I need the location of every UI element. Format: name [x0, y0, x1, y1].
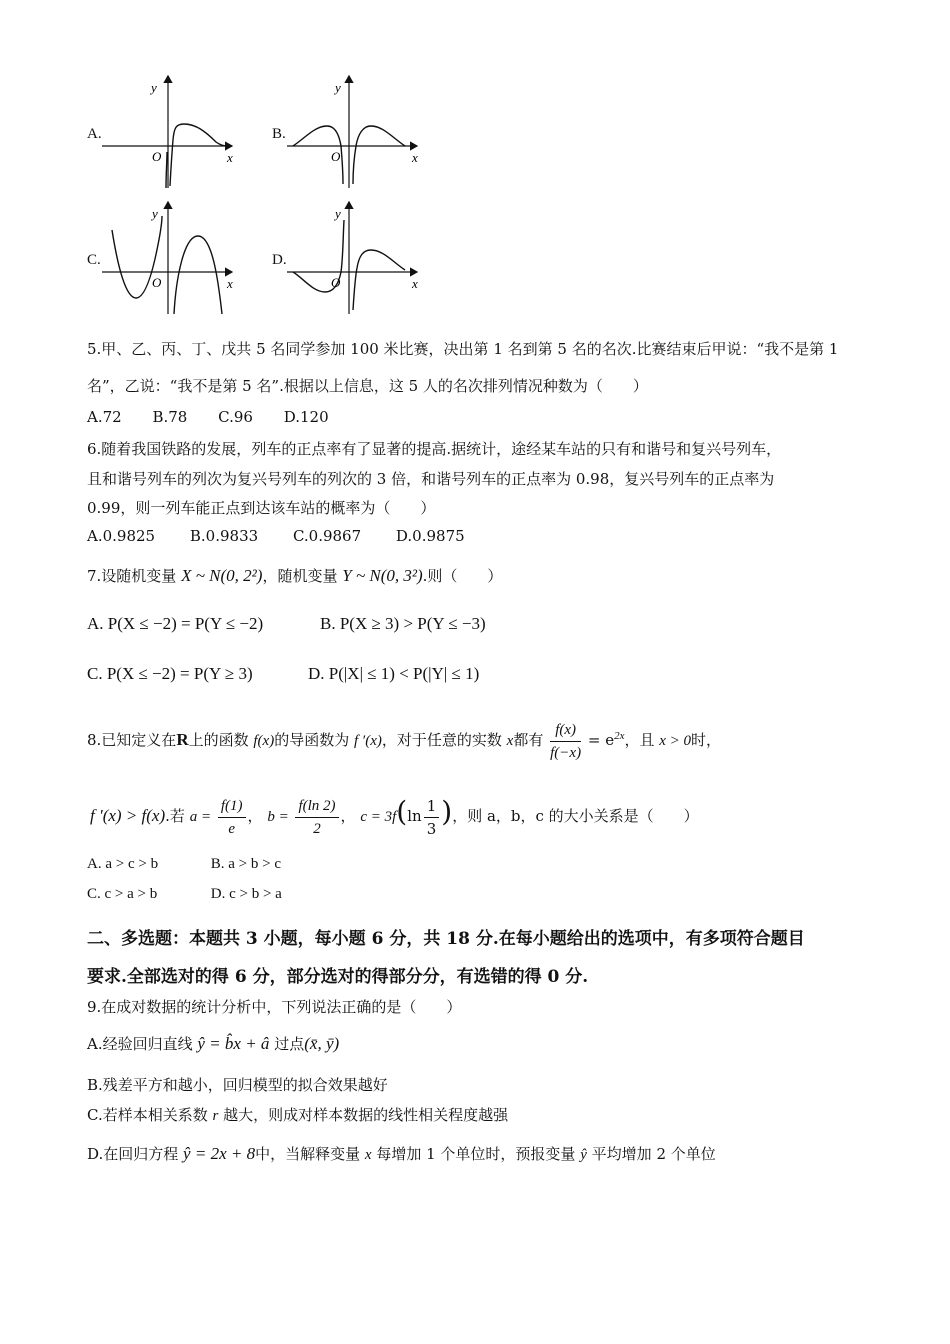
- q9-d-mid2: 每增加 1 个单位时，预报变量: [376, 1145, 576, 1163]
- q7-option-c[interactable]: C. P(X ≤ −2) = P(Y ≥ 3): [87, 664, 253, 683]
- q8-fx: f(x): [253, 733, 275, 749]
- q9-c-r: r: [212, 1108, 219, 1124]
- q8-a-num: f(1): [218, 795, 246, 818]
- graph-d-y-label: y: [335, 206, 341, 221]
- graph-a: [100, 72, 240, 192]
- q5-option-b[interactable]: B.78: [152, 408, 188, 426]
- q6-option-b[interactable]: B.0.9833: [189, 527, 259, 545]
- q7-option-d[interactable]: D. P(|X| ≤ 1) < P(|Y| ≤ 1): [308, 664, 480, 683]
- q7-x-dist: X ~ N(0, 2²): [181, 566, 263, 585]
- q8-comma1: ，: [247, 807, 263, 825]
- q9-a-mid: 过点: [274, 1035, 305, 1053]
- q5-option-a[interactable]: A.72: [87, 408, 122, 426]
- q7-stem: [87, 565, 502, 586]
- q8-ratio-fraction: [550, 719, 581, 764]
- q8-option-a[interactable]: A. a > c > b: [87, 856, 159, 872]
- q5-option-d[interactable]: D.120: [283, 408, 329, 426]
- option-b-label: B.: [272, 126, 286, 142]
- q8-part5: 都有: [513, 731, 544, 749]
- q8-line2: f ′(x) > f(x).若 a = $\frac{f(1)}{e}$ ， b = $\frac{f(\ln 2)}{2}$ ， c = 3f(ln $\frac{1}{3}$ )，则 a，b，c 的大小关系是（ ）: [90, 795, 699, 838]
- q8-a-eq: a =: [189, 809, 212, 825]
- q6-option-c[interactable]: C.0.9867: [292, 527, 362, 545]
- q8-line1: [87, 712, 721, 765]
- q9-d-prefix: D.在回归方程: [87, 1145, 179, 1163]
- q8-part1: 8.已知定义在: [87, 731, 177, 749]
- q9-d-y: ŷ: [580, 1147, 587, 1163]
- q9-c-suffix: 越大，则成对样本数据的线性相关程度越强: [223, 1106, 509, 1124]
- q8-part3: 的导函数为: [274, 731, 350, 749]
- q8-x: x: [506, 733, 514, 749]
- q8-ruo: .若: [165, 807, 185, 825]
- q8-part7: 时，: [691, 731, 722, 749]
- q8-derivative-cond: f ′(x) > f(x): [90, 806, 166, 825]
- q9-stem: 9.在成对数据的统计分析中，下列说法正确的是（ ）: [87, 998, 462, 1016]
- graph-d: [285, 198, 425, 318]
- q9-a-math: ŷ = b̂x + â: [197, 1034, 270, 1053]
- q8-b-num: f(ln 2): [295, 795, 338, 818]
- q8-options-row2: [87, 886, 282, 903]
- q8-line2-end: ，则 a，b，c 的大小关系是（ ）: [452, 807, 699, 825]
- section2-heading-line1: 二、多选题：本题共 3 小题，每小题 6 分，共 18 分.在每小题给出的选项中，有多项符合题目: [87, 929, 805, 949]
- q8-set-R: R: [176, 730, 189, 749]
- graph-c-origin: O: [152, 275, 162, 290]
- option-c-label: C.: [87, 252, 101, 268]
- graph-b: [285, 72, 425, 192]
- q8-options-row1: [87, 856, 281, 873]
- q8-option-c[interactable]: C. c > a > b: [87, 886, 158, 902]
- q6-line3: 0.99，则一列车能正点到达该车站的概率为（ ）: [87, 499, 436, 517]
- graph-a-x-label: x: [227, 150, 233, 165]
- q5-option-c[interactable]: C.96: [218, 408, 253, 426]
- q8-b-fraction: [295, 795, 338, 840]
- q9-a-prefix: A.经验回归直线: [87, 1035, 193, 1053]
- section2-heading-line2: 要求.全部选对的得 6 分，部分选对的得部分分，有选错的得 0 分.: [87, 967, 589, 987]
- q9-option-c[interactable]: [87, 1104, 508, 1125]
- q7-option-a[interactable]: A. P(X ≤ −2) = P(Y ≤ −2): [87, 614, 264, 633]
- q8-b-eq: b =: [267, 809, 289, 825]
- q7-y-dist: Y ~ N(0, 3²): [342, 566, 423, 585]
- q9-option-d[interactable]: [87, 1143, 716, 1164]
- q9-d-suffix: 平均增加 2 个单位: [591, 1145, 716, 1163]
- q5-line2: 名”，乙说：“我不是第 5 名”.根据以上信息，这 5 人的名次排列情况种数为（ ）: [87, 377, 648, 395]
- q8-part4: ，对于任意的实数: [381, 731, 502, 749]
- q8-c-eq: c = 3f: [360, 809, 397, 825]
- q8-a-den: e: [228, 820, 236, 837]
- graph-d-origin: O: [331, 275, 341, 290]
- q8-comma2: ，: [340, 807, 356, 825]
- q6-options: [87, 527, 465, 545]
- q8-option-b[interactable]: B. a > b > c: [210, 856, 281, 872]
- q8-frac-den: f(−x): [550, 744, 582, 761]
- q8-frac-num: f(x): [550, 719, 581, 742]
- q9-option-b[interactable]: B.残差平方和越小，回归模型的拟合效果越好: [87, 1076, 388, 1094]
- q5-options: [87, 408, 329, 426]
- q8-c-den: 3: [426, 819, 437, 838]
- q9-d-x: x: [364, 1147, 372, 1163]
- graph-c-x-label: x: [227, 276, 233, 291]
- q8-eq-rhs: = e: [587, 731, 615, 749]
- q9-a-point: (x̄, ȳ): [304, 1034, 340, 1053]
- graph-b-origin: O: [331, 149, 341, 164]
- q9-c-prefix: C.若样本相关系数: [87, 1106, 208, 1124]
- q8-c-num: 1: [424, 795, 440, 818]
- graph-b-y-label: y: [335, 80, 341, 95]
- q8-option-d[interactable]: D. c > b > a: [210, 886, 282, 902]
- q9-option-a[interactable]: [87, 1033, 339, 1054]
- q8-b-den: 2: [313, 820, 321, 837]
- q7-suffix: .则（ ）: [422, 567, 503, 585]
- q7-middle: ，随机变量: [262, 567, 338, 585]
- option-a-label: A.: [87, 126, 102, 142]
- q8-c-ln: ln: [407, 807, 422, 825]
- q8-c-fraction: [424, 795, 440, 840]
- q8-part2: 上的函数: [188, 731, 249, 749]
- q6-option-d[interactable]: D.0.9875: [395, 527, 465, 545]
- q7-prefix: 7.设随机变量: [87, 567, 177, 585]
- graph-d-x-label: x: [412, 276, 418, 291]
- q9-d-math: ŷ = 2x + 8: [183, 1144, 256, 1163]
- graph-a-y-label: y: [151, 80, 157, 95]
- q7-option-b[interactable]: B. P(X ≥ 3) > P(Y ≤ −3): [320, 614, 486, 633]
- q5-line1: 5.甲、乙、丙、丁、戊共 5 名同学参加 100 米比赛，决出第 1 名到第 5 名的名次.比赛结束后甲说：“我不是第 1: [87, 340, 839, 358]
- option-d-label: D.: [272, 252, 287, 268]
- q9-d-mid: 中，当解释变量: [255, 1145, 361, 1163]
- graph-b-x-label: x: [412, 150, 418, 165]
- q6-line1: 6.随着我国铁路的发展，列车的正点率有了显著的提高.据统计，途经某车站的只有和谐号和复兴号列车，: [87, 440, 782, 458]
- q8-fpx: f ′(x): [354, 733, 382, 749]
- q8-cond: x > 0: [659, 733, 692, 749]
- q6-line2: 且和谐号列车的列次为复兴号列车的列次的 3 倍，和谐号列车的正点率为 0.98，复兴号列车的正点率为: [87, 470, 775, 488]
- graph-c: [100, 198, 240, 318]
- graph-c-y-label: y: [152, 206, 158, 221]
- q8-part6: ，且: [624, 731, 655, 749]
- q6-option-a[interactable]: A.0.9825: [87, 527, 156, 545]
- graph-a-origin: O: [152, 149, 162, 164]
- q8-a-fraction: [218, 795, 246, 840]
- q8-exp: 2x: [614, 730, 625, 742]
